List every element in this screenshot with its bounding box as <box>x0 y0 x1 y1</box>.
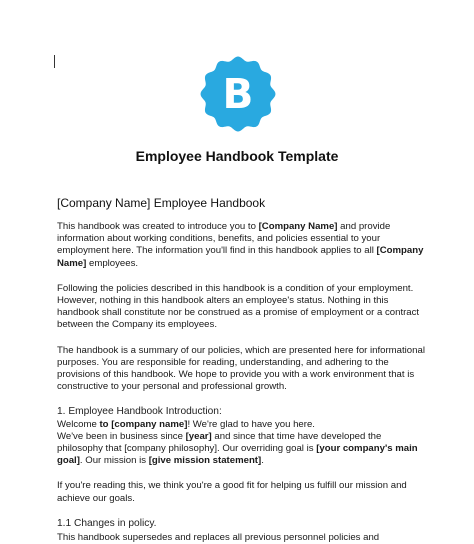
company-name-placeholder: to [company name] <box>99 418 188 430</box>
intro-paragraph <box>57 221 427 270</box>
text-cursor <box>54 55 55 68</box>
welcome-line <box>57 419 427 431</box>
history-text: We've been in business since <box>57 430 186 442</box>
company-name-placeholder: [Company Name] <box>57 245 424 269</box>
handbook-heading: [Company Name] Employee Handbook <box>57 196 266 210</box>
welcome-paragraph <box>57 419 427 468</box>
logo-letter: B <box>222 70 254 119</box>
document-body <box>57 196 427 544</box>
company-name-placeholder: [Company Name] <box>258 221 338 232</box>
section-1-heading: 1. Employee Handbook Introduction: <box>57 406 222 418</box>
summary-paragraph: The handbook is a summary of our policies, which are presented here for informational purposes. You are responsible for reading, understanding, and adhering to the provisions of this handbook. We hope to provide you with a work environment that is constructive to your personal and professional growth. <box>57 344 425 393</box>
welcome-text-end: ! We're glad to have you here. <box>187 418 315 430</box>
year-placeholder: [year] <box>185 430 212 442</box>
fit-paragraph: If you're reading this, we think you're a good fit for helping us fulfill our mission and achieve our goals. <box>57 480 407 504</box>
partial-line-container <box>57 532 427 544</box>
section-1-1-heading: 1.1 Changes in policy. <box>57 517 157 529</box>
policy-paragraph: Following the policies described in this handbook is a condition of your employment. However, nothing in this handbook alters an employee's status. Nothing in this handbook shall constitute nor be construed as a promise of employment or a contract between the Company its employees. <box>57 282 420 331</box>
mission-text: . Our mission is <box>79 455 149 467</box>
welcome-text: Welcome <box>57 418 100 430</box>
mission-text-end: . <box>261 455 264 467</box>
intro-text-continued: and provide information about working conditions, benefits, and policies essential to your employment here. The information you'll find in this handbook applies to all <box>57 221 391 257</box>
partial-text-line: This handbook supersedes and replaces all previous personnel policies and <box>57 532 380 544</box>
logo-badge-icon <box>199 55 277 133</box>
goal-placeholder: [your company's main goal] <box>57 443 418 467</box>
intro-text: This handbook was created to introduce you to <box>57 221 259 232</box>
philosophy-text: and since that time have developed the philosophy that [company philosophy]. Our overriding goal is <box>57 430 382 455</box>
intro-text-end: employees. <box>86 257 139 269</box>
mission-placeholder: [give mission statement] <box>148 455 262 467</box>
page-title: Employee Handbook Template <box>135 148 339 164</box>
